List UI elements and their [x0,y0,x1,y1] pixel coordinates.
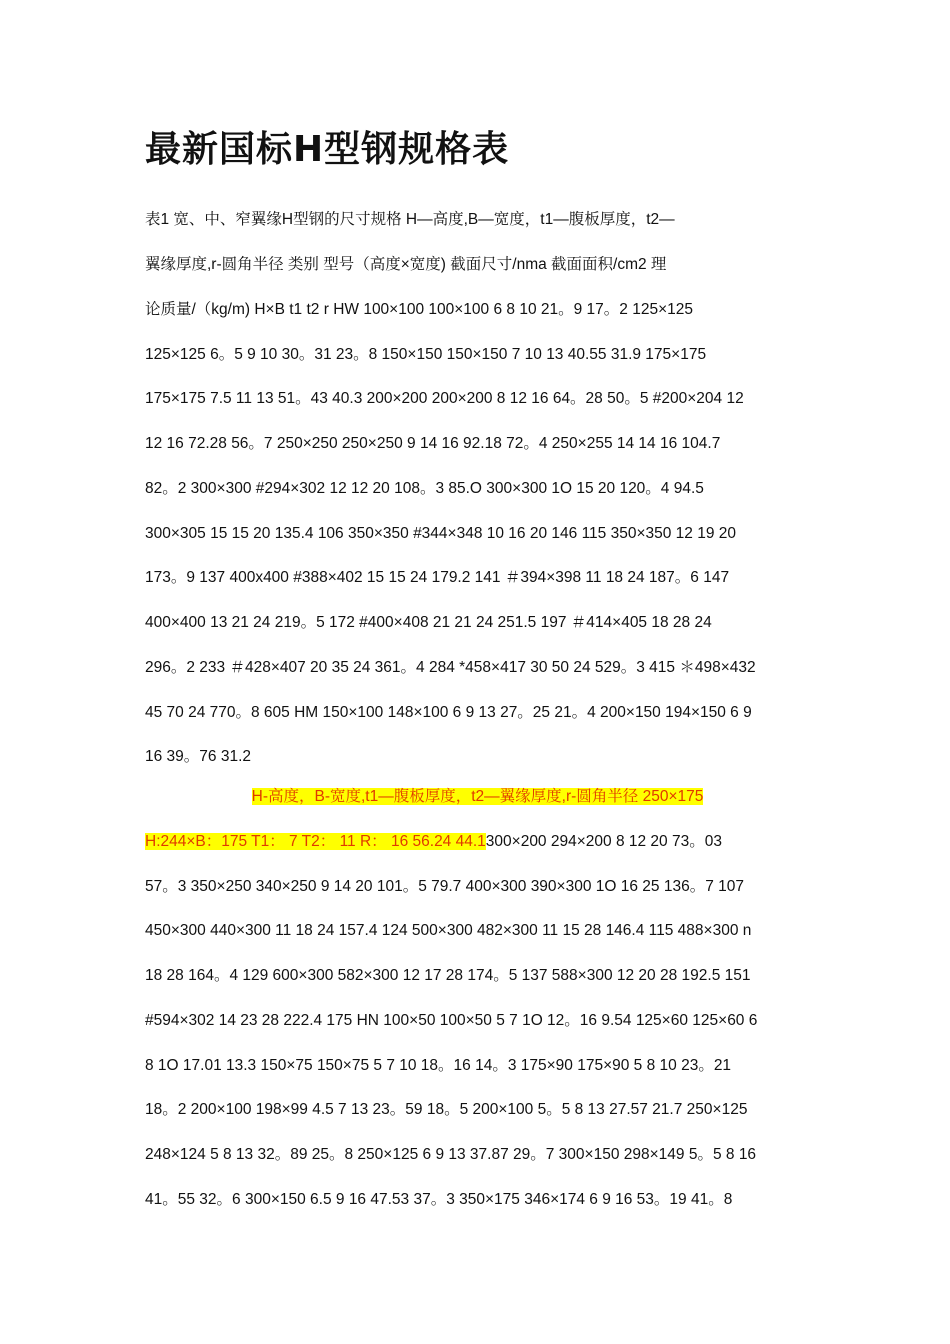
text-line-7: 82。2 300×300 #294×302 12 12 20 108。3 85.O 300×300 1O 15 20 120。4 94.5 [145,480,704,497]
text-line-5: 175×175 7.5 11 13 51。43 40.3 200×200 200×200 8 12 16 64。28 50。5 #200×204 12 [145,390,744,407]
text-line-17: #594×302 14 23 28 222.4 175 HN 100×50 100×50 5 7 1O 12。16 9.54 125×60 125×60 6 [145,1012,758,1029]
text-line-13: 16 39。76 31.2 [145,748,252,765]
text-line-10: 400×400 13 21 24 219。5 172 #400×408 21 21 24 251.5 197 ＃414×405 18 28 24 [145,614,712,631]
text-line-1: 表1 宽、中、窄翼缘H型钢的尺寸规格 H—高度,B—宽度，t1—腹板厚度，t2— [145,211,675,228]
text-line-2: 翼缘厚度,r-圆角半径 类别 型号（高度×宽度) 截面尺寸/nma 截面面积/cm2 理 [145,256,667,273]
text-line-18: 8 1O 17.01 13.3 150×75 150×75 5 7 10 18。16 14。3 175×90 175×90 5 8 10 23。21 [145,1057,732,1074]
text-line-16: 18 28 164。4 129 600×300 582×300 12 17 28 174。5 137 588×300 12 20 28 192.5 151 [145,967,751,984]
page-title: 最新国标H型钢规格表 [145,129,510,170]
text-line-14: 57。3 350×250 340×250 9 14 20 101。5 79.7 400×300 390×300 1O 16 25 136。7 107 [145,878,744,895]
text-line-3: 论质量/（kg/m) H×B t1 t2 r HW 100×100 100×100 6 8 10 21。9 17。2 125×125 [145,301,693,318]
text-line-8: 300×305 15 15 20 135.4 106 350×350 #344×348 10 16 20 146 115 350×350 12 19 20 [145,525,737,542]
text-line-15: 450×300 440×300 11 18 24 157.4 124 500×300 482×300 11 15 28 146.4 115 488×300 n [145,922,752,939]
highlight-caption-line [145,782,810,812]
continued-values: 300×200 294×200 8 12 20 73。03 [485,833,722,850]
text-line-12: 45 70 24 770。8 605 HM 150×100 148×100 6 9 13 27。25 21。4 200×150 194×150 6 9 [145,704,752,721]
highlight-data-line [145,827,810,857]
text-line-9: 173。9 137 400x400 #388×402 15 15 24 179.2 141 ＃394×398 11 18 24 187。6 147 [145,569,730,586]
text-line-20: 248×124 5 8 13 32。89 25。8 250×125 6 9 13 37.87 29。7 300×150 298×149 5。5 8 16 [145,1146,757,1163]
text-line-6: 12 16 72.28 56。7 250×250 250×250 9 14 16 92.18 72。4 250×255 14 14 16 104.7 [145,435,721,452]
text-line-21: 41。55 32。6 300×150 6.5 9 16 47.53 37。3 350×175 346×174 6 9 16 53。19 41。8 [145,1191,733,1208]
highlight-caption: H-高度，B-宽度,t1—腹板厚度，t2—翼缘厚度,r-圆角半径 250×175 [251,788,704,805]
text-line-4: 125×125 6。5 9 10 30。31 23。8 150×150 150×150 7 10 13 40.55 31.9 175×175 [145,346,707,363]
text-line-11: 296。2 233 ＃428×407 20 35 24 361。4 284 *458×417 30 50 24 529。3 415 ＊498×432 [145,659,756,676]
text-line-19: 18。2 200×100 198×99 4.5 7 13 23。59 18。5 200×100 5。5 8 13 27.57 21.7 250×125 [145,1101,748,1118]
highlight-values: H:244×B：175 T1： 7 T2： 11 R： 16 56.24 44.1 [145,833,486,850]
